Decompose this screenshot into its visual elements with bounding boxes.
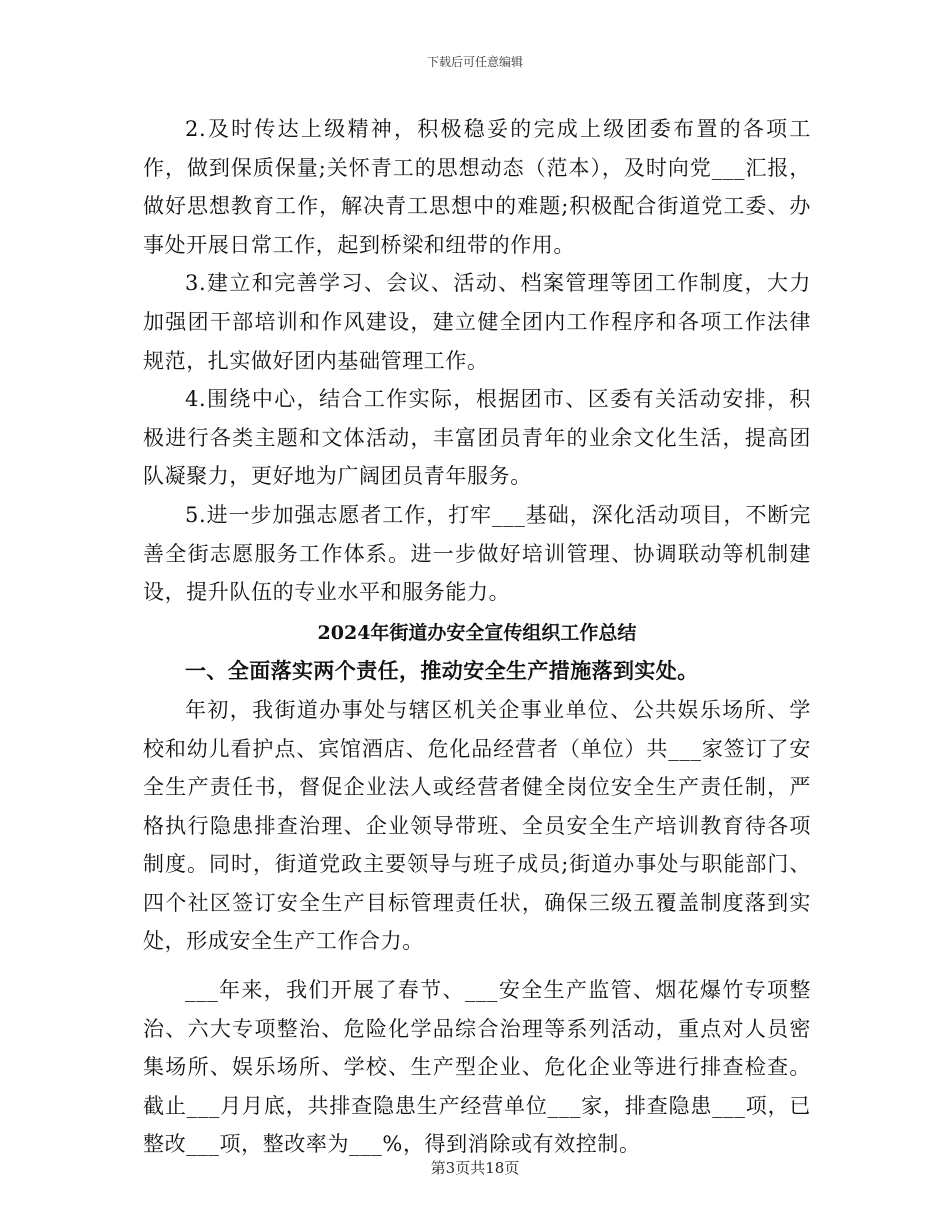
page-number: 第3页共18页 xyxy=(430,1159,520,1177)
header-note: 下载后可任意编辑 xyxy=(426,55,523,69)
document-body xyxy=(143,110,811,1164)
paragraph-item-5: 5.进一步加强志愿者工作，打牢___基础，深化活动项目，不断完善全街志愿服务工作体系。进一步做好培训管理、协调联动等机制建设，提升队伍的专业水平和服务能力。 xyxy=(143,502,811,605)
paragraph-responsibility: 年初，我街道办事处与辖区机关企事业单位、公共娱乐场所、学校和幼儿看护点、宾馆酒店、危化品经营者（单位）共___家签订了安全生产责任书，督促企业法人或经营者健全岗位安全生产责任制，严格执行隐患排查治理、企业领导带班、全员安全生产培训教育待各项制度。同时，街道党政主要领导与班子成员;街道办事处与职能部门、四个社区签订安全生产目标管理责任状，确保三级五覆盖制度落到实处，形成安全生产工作合力。 xyxy=(143,697,811,954)
paragraph-item-2: 2.及时传达上级精神，积极稳妥的完成上级团委布置的各项工作，做到保质保量;关怀青工的思想动态（范本），及时向党___汇报，做好思想教育工作，解决青工思想中的难题;积极配合街道党工委、办事处开展日常工作，起到桥梁和纽带的作用。 xyxy=(143,117,811,257)
paragraph-inspection: ___年来，我们开展了春节、___安全生产监管、烟花爆竹专项整治、六大专项整治、危险化学品综合治理等系列活动，重点对人员密集场所、娱乐场所、学校、生产型企业、危化企业等进行排查检查。截止___月月底，共排查隐患生产经营单位___家，排查隐患___项，已整改___项，整改率为___%，得到消除或有效控制。 xyxy=(143,978,811,1157)
paragraph-item-4: 4.围绕中心，结合工作实际，根据团市、区委有关活动安排，积极进行各类主题和文体活动，丰富团员青年的业余文化生活，提高团队凝聚力，更好地为广阔团员青年服务。 xyxy=(143,387,811,489)
paragraph-item-3: 3.建立和完善学习、会议、活动、档案管理等团工作制度，大力加强团干部培训和作风建设，建立健全团内工作程序和各项工作法律规范，扎实做好团内基础管理工作。 xyxy=(143,271,811,373)
paragraph-spacer xyxy=(143,961,811,971)
section-subheading: 一、全面落实两个责任，推动安全生产措施落到实处。 xyxy=(185,658,699,684)
section-title: 2024年街道办安全宣传组织工作总结 xyxy=(317,621,637,644)
